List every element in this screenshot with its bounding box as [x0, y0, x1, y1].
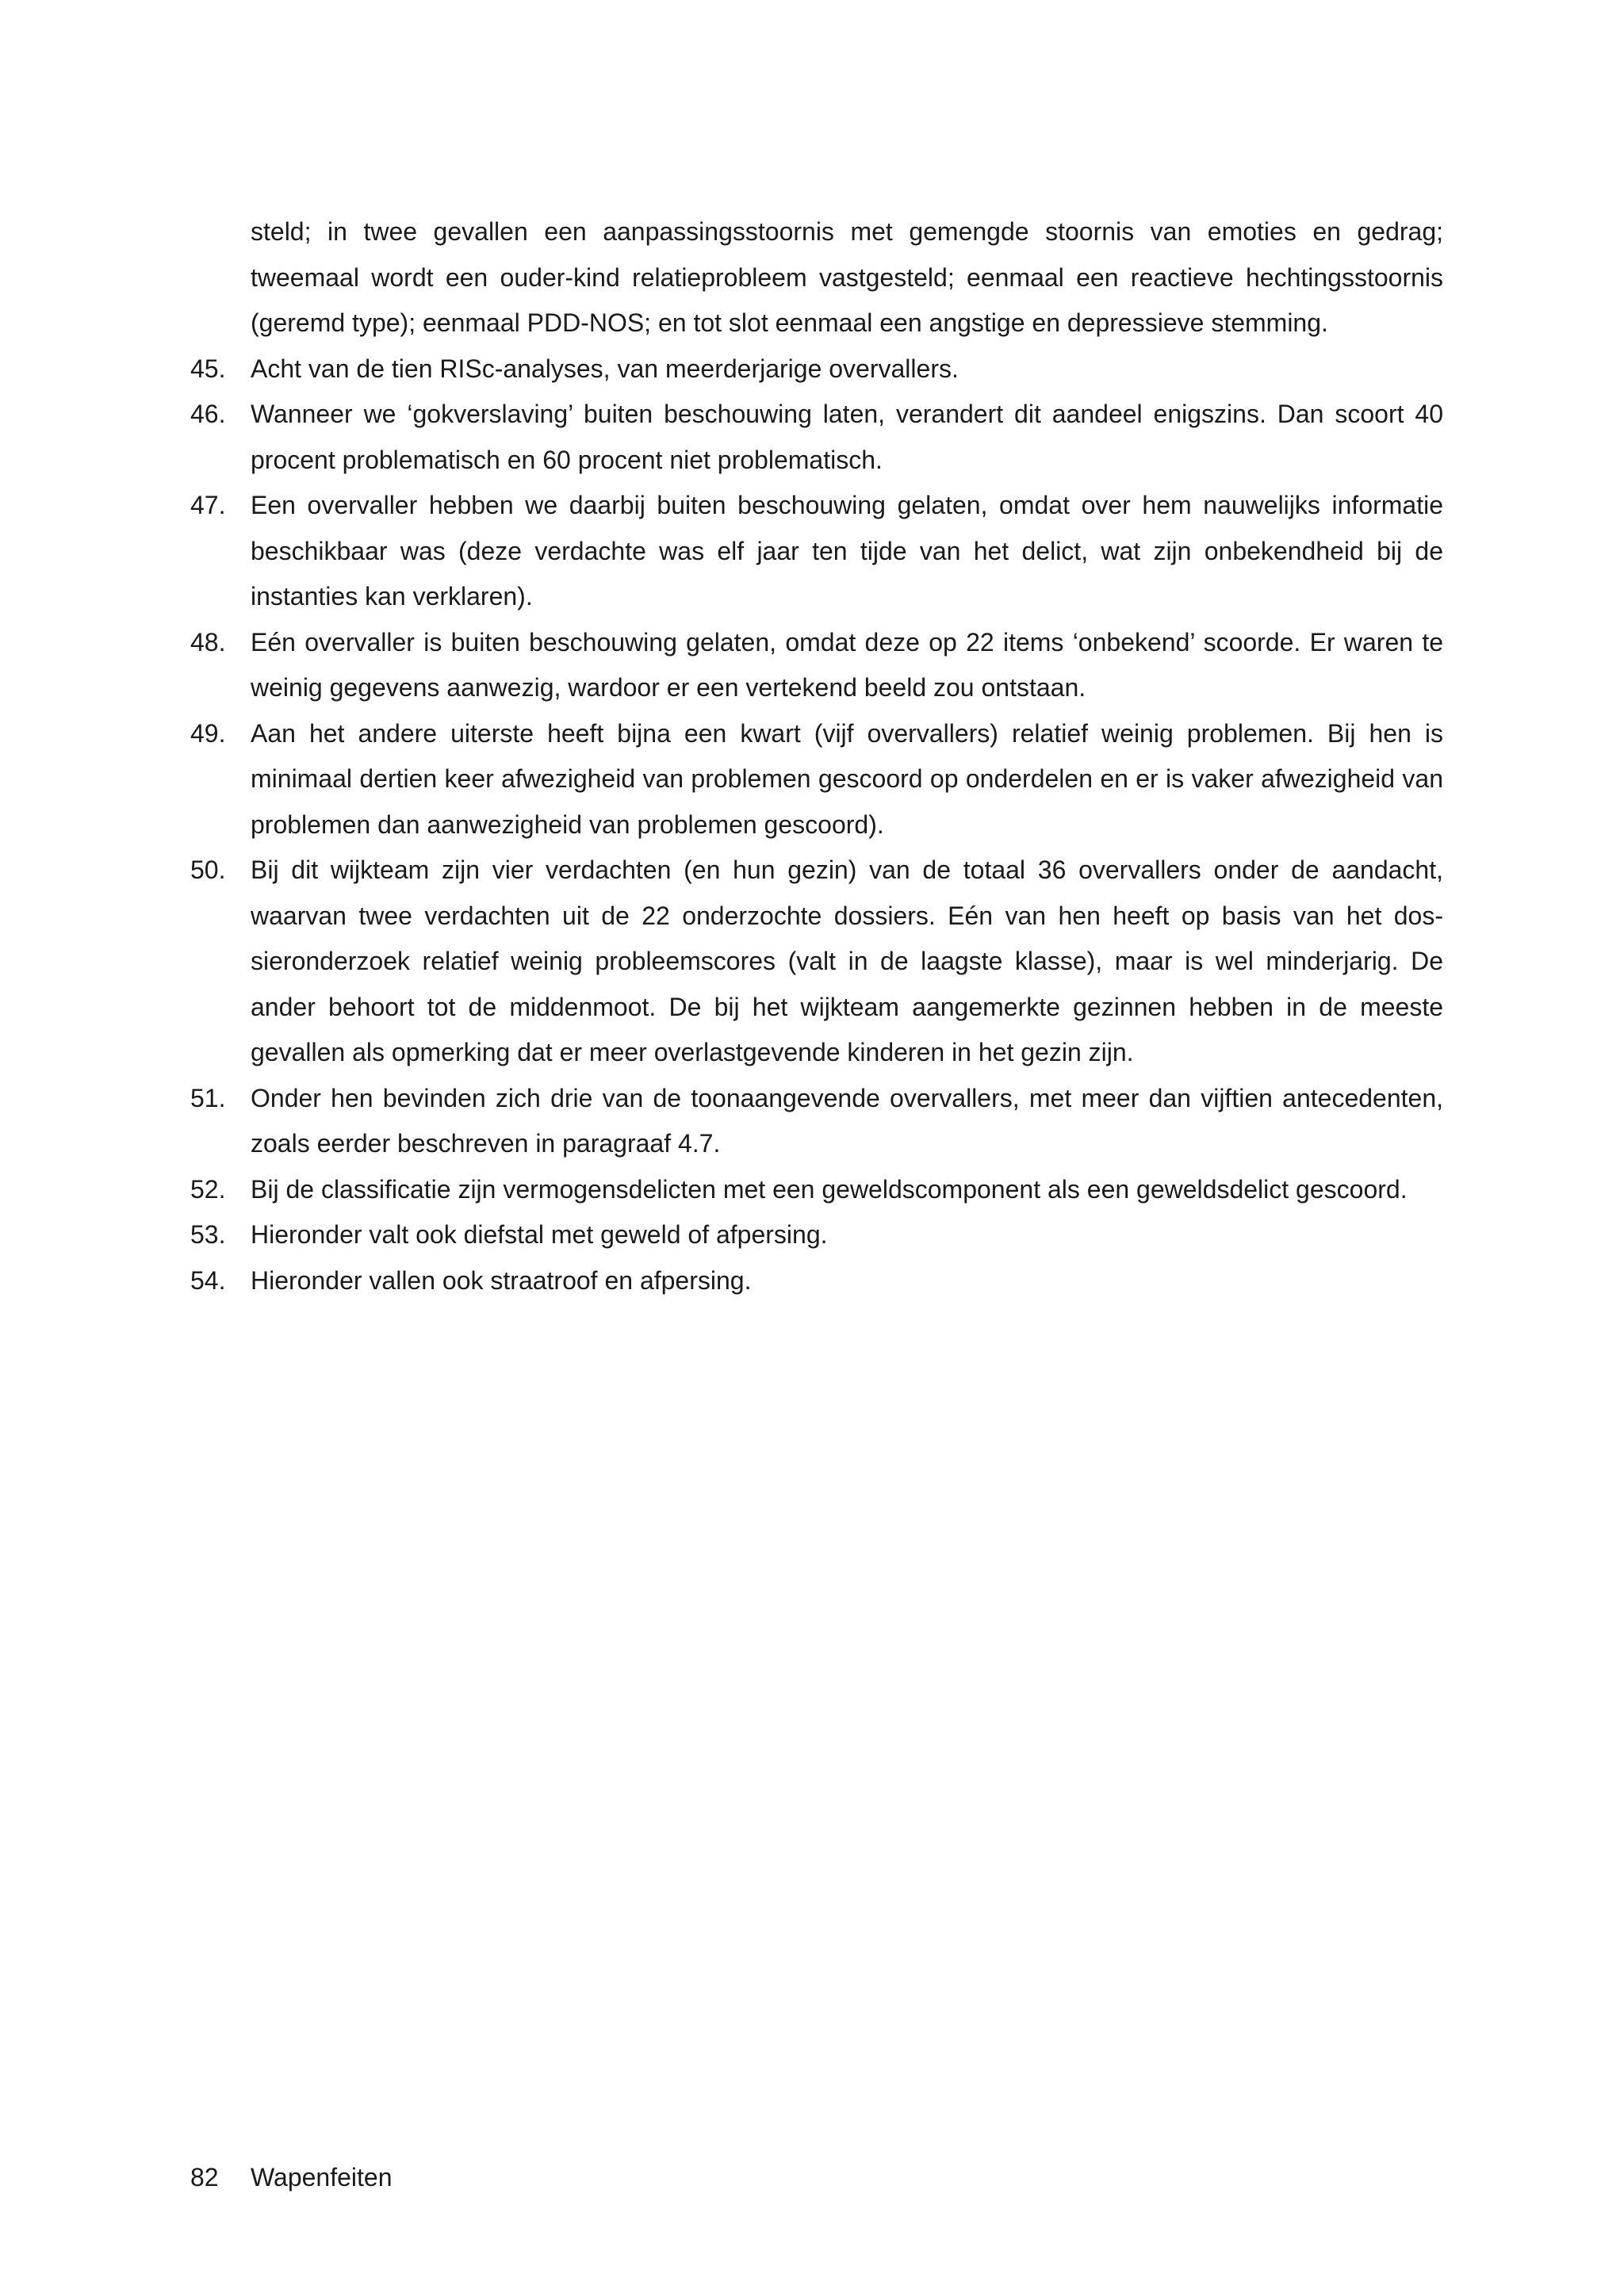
endnote-50 — [190, 848, 1443, 1076]
endnote-52 — [190, 1167, 1443, 1213]
endnote-number: 51. — [190, 1083, 226, 1112]
endnote-number: 48. — [190, 627, 226, 657]
endnote-53 — [190, 1212, 1443, 1258]
running-title: Wapenfeiten — [251, 2163, 393, 2192]
endnote-51 — [190, 1076, 1443, 1167]
endnote-text: steld; in twee gevallen een aanpassingsstoornis met gemengde stoornis van emoties en gedrag; tweemaal wordt een ouder-kind relatieprobleem vastgesteld; eenmaal een reactieve hechtingsstoornis (geremd type); eenmaal PDD-NOS; en tot slot eenmaal een angstige en depressieve stemming. — [251, 217, 1443, 337]
endnote-text: Eén overvaller is buiten beschouwing gelaten, omdat deze op 22 items ‘onbekend’ scoorde. Er waren te weinig gegevens aanwezig, wardoor er een vertekend beeld zou ontstaan. — [251, 627, 1443, 702]
endnote-text: Aan het andere uiterste heeft bijna een kwart (vijf overvallers) relatief weinig problemen. Bij hen is minimaal dertien keer afwezigheid van problemen gescoord op onderdelen en er is vaker afwezigheid van problemen dan aanwezigheid van problemen gescoord). — [251, 718, 1443, 839]
endnote-text: Bij dit wijkteam zijn vier verdachten (en hun gezin) van de totaal 36 overvallers onder de aandacht, waarvan twee verdachten uit de 22 onderzochte dossiers. Eén van hen heeft op basis van het dossieronderzoek relatief weinig probleemscores (valt in de laagste klasse), maar is wel minderjarig. De ander behoort tot de middenmoot. De bij het wijkteam aangemerkte gezinnen hebben in de meeste gevallen als opmerking dat er meer overlastgevende kinderen in het gezin zijn. — [251, 856, 1443, 1066]
endnote-text: Bij de classificatie zijn vermogensdelicten met een geweldscomponent als een geweldsdelict gescoord. — [251, 1174, 1408, 1204]
endnote-text: Een overvaller hebben we daarbij buiten beschouwing gelaten, omdat over hem nauwelijks informatie beschikbaar was (deze verdachte was elf jaar ten tijde van het delict, wat zijn onbekendheid bij de instanties kan verklaren). — [251, 491, 1443, 611]
endnote-text: Wanneer we ‘gokverslaving’ buiten beschouwing laten, verandert dit aandeel enigszins. Dan scoort 40 procent problematisch en 60 procent niet problematisch. — [251, 400, 1443, 474]
endnote-number: 54. — [190, 1265, 226, 1295]
endnote-text: Hieronder vallen ook straatroof en afpersing. — [251, 1265, 752, 1295]
page-number: 82 — [190, 2163, 219, 2192]
endnote-text: Hieronder valt ook diefstal met geweld of afpersing. — [251, 1220, 828, 1249]
endnote-49 — [190, 711, 1443, 848]
endnote-number: 49. — [190, 718, 226, 748]
endnote-number: 45. — [190, 354, 226, 383]
endnote-text: Acht van de tien RISc-analyses, van meerderjarige overvallers. — [251, 354, 959, 383]
endnotes-list — [190, 209, 1443, 1303]
endnote-number: 50. — [190, 856, 226, 884]
endnote-number: 53. — [190, 1220, 226, 1249]
endnote-48 — [190, 620, 1443, 711]
endnote-continuation — [190, 209, 1443, 346]
endnote-45 — [190, 346, 1443, 392]
endnote-number: 47. — [190, 491, 226, 519]
endnote-number: 46. — [190, 400, 226, 428]
endnote-54 — [190, 1258, 1443, 1304]
endnote-text: Onder hen bevinden zich drie van de toonaangevende overvallers, met meer dan vijftien antecedenten, zoals eerder beschreven in paragraaf 4.7. — [251, 1083, 1443, 1158]
page-footer — [190, 2155, 392, 2200]
endnote-46 — [190, 392, 1443, 483]
endnote-47 — [190, 483, 1443, 620]
endnote-number: 52. — [190, 1174, 226, 1204]
